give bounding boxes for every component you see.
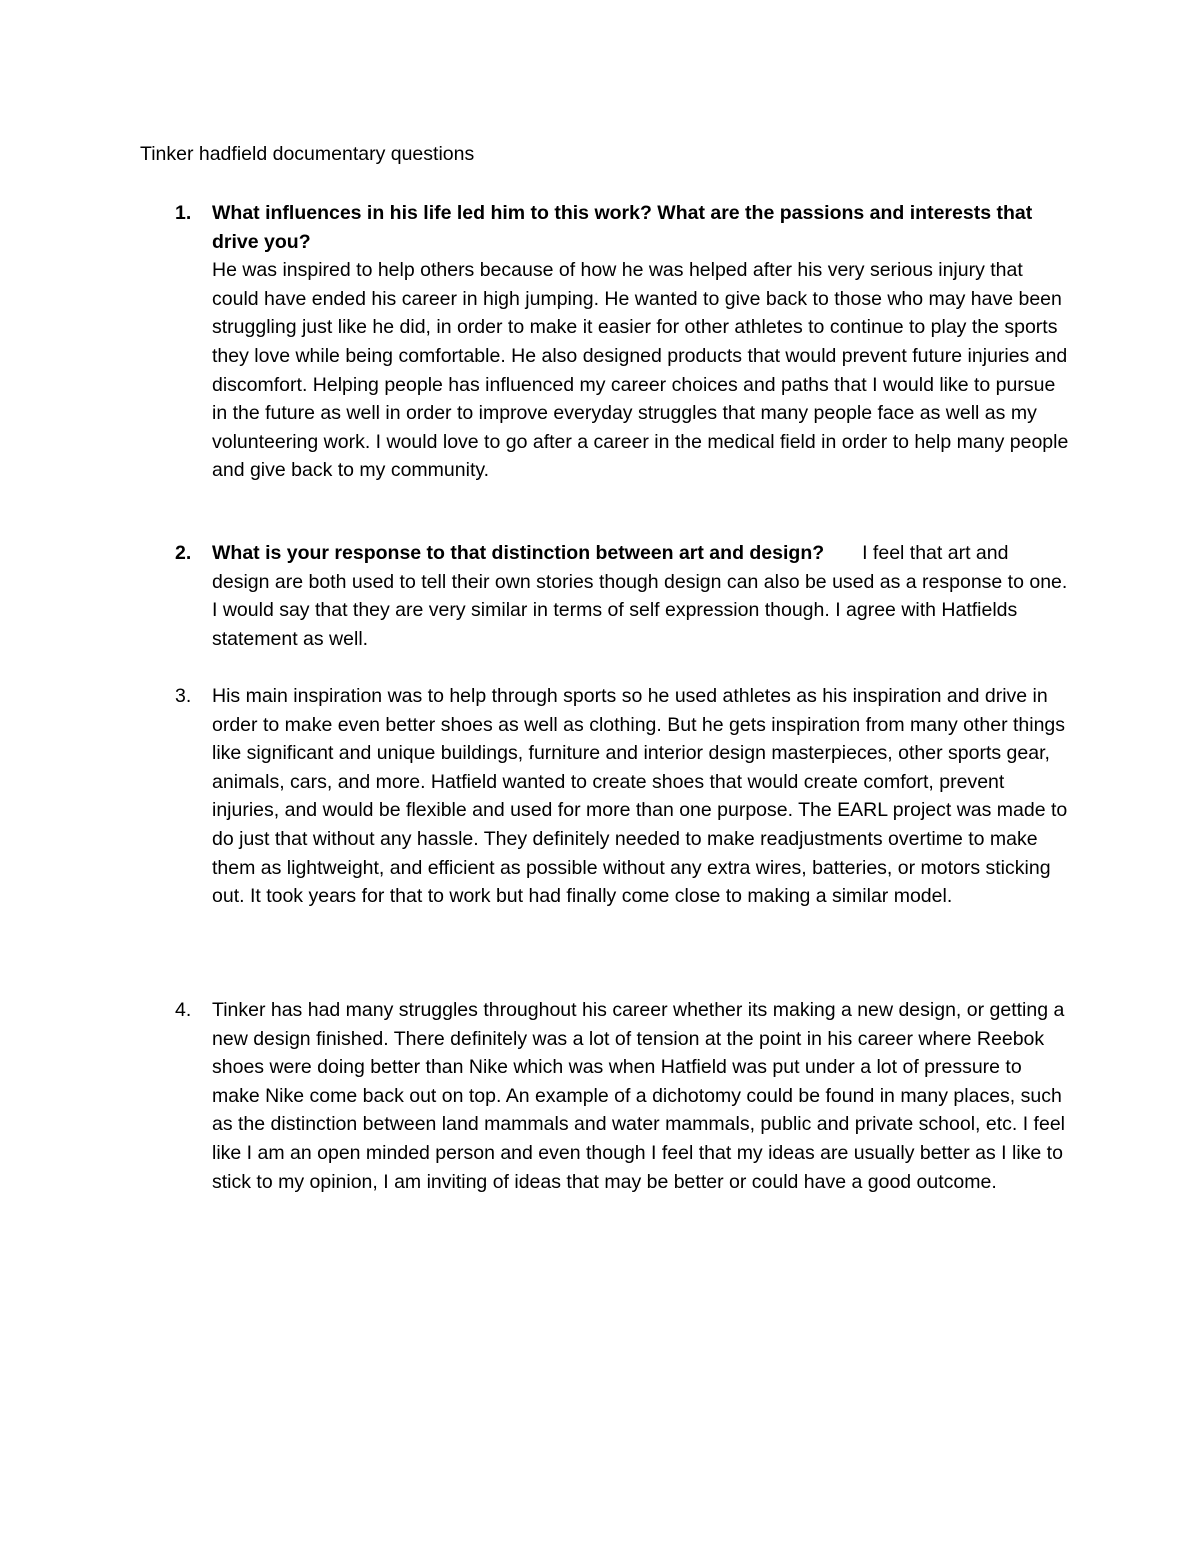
item-body xyxy=(212,199,1070,485)
document-title: Tinker hadfield documentary questions xyxy=(140,143,475,165)
question-item-4 xyxy=(140,996,1070,1196)
item-body xyxy=(212,539,1070,653)
item-number: 1. xyxy=(175,202,192,224)
question-item-1 xyxy=(140,199,1070,485)
question-text: What influences in his life led him to this work? What are the passions and interests that drive you? xyxy=(212,202,1033,253)
question-item-3 xyxy=(140,682,1070,911)
item-body xyxy=(212,996,1070,1196)
item-number: 4. xyxy=(175,999,192,1021)
answer-text: His main inspiration was to help through sports so he used athletes as his inspiration and drive in order to make even better shoes as well as clothing. But he gets inspiration from many other things like significant and unique buildings, furniture and interior design masterpieces, other sports gear, animals, cars, and more. Hatfield wanted to create shoes that would create comfort, prevent injuries, and would be flexible and used for more than one purpose. The EARL project was made to do just that without any hassle. They definitely needed to make readjustments overtime to make them as lightweight, and efficient as possible without any extra wires, batteries, or motors sticking out. It took years for that to work but had finally come close to making a similar model. xyxy=(212,685,1068,908)
item-number: 2. xyxy=(175,542,192,564)
answer-text: He was inspired to help others because of how he was helped after his very serious injury that could have ended his career in high jumping. He wanted to give back to those who may have been struggling just like he did, in order to make it easier for other athletes to continue to play the sports they love while being comfortable. He also designed products that would prevent future injuries and discomfort. Helping people has influenced my career choices and paths that I would like to pursue in the future as well in order to improve everyday struggles that many people face as well as my volunteering work. I would love to go after a career in the medical field in order to help many people and give back to my community. xyxy=(212,259,1069,482)
answer-text: I feel that art and design are both used to tell their own stories though design can also be used as a response to one. I would say that they are very similar in terms of self expression though. I agree with Hatfields statement as well. xyxy=(212,542,1068,650)
item-body xyxy=(212,682,1070,911)
question-item-2 xyxy=(140,539,1070,653)
item-number: 3. xyxy=(175,685,192,707)
question-text: What is your response to that distinction between art and design? xyxy=(212,542,825,564)
answer-text: Tinker has had many struggles throughout his career whether its making a new design, or getting a new design finished. There definitely was a lot of tension at the point in his career where Reebok shoes were doing better than Nike which was when Hatfield was put under a lot of pressure to make Nike come back out on top. An example of a dichotomy could be found in many places, such as the distinction between land mammals and water mammals, public and private school, etc. I feel like I am an open minded person and even though I feel that my ideas are usually better as I like to stick to my opinion, I am inviting of ideas that may be better or could have a good outcome. xyxy=(212,999,1066,1193)
